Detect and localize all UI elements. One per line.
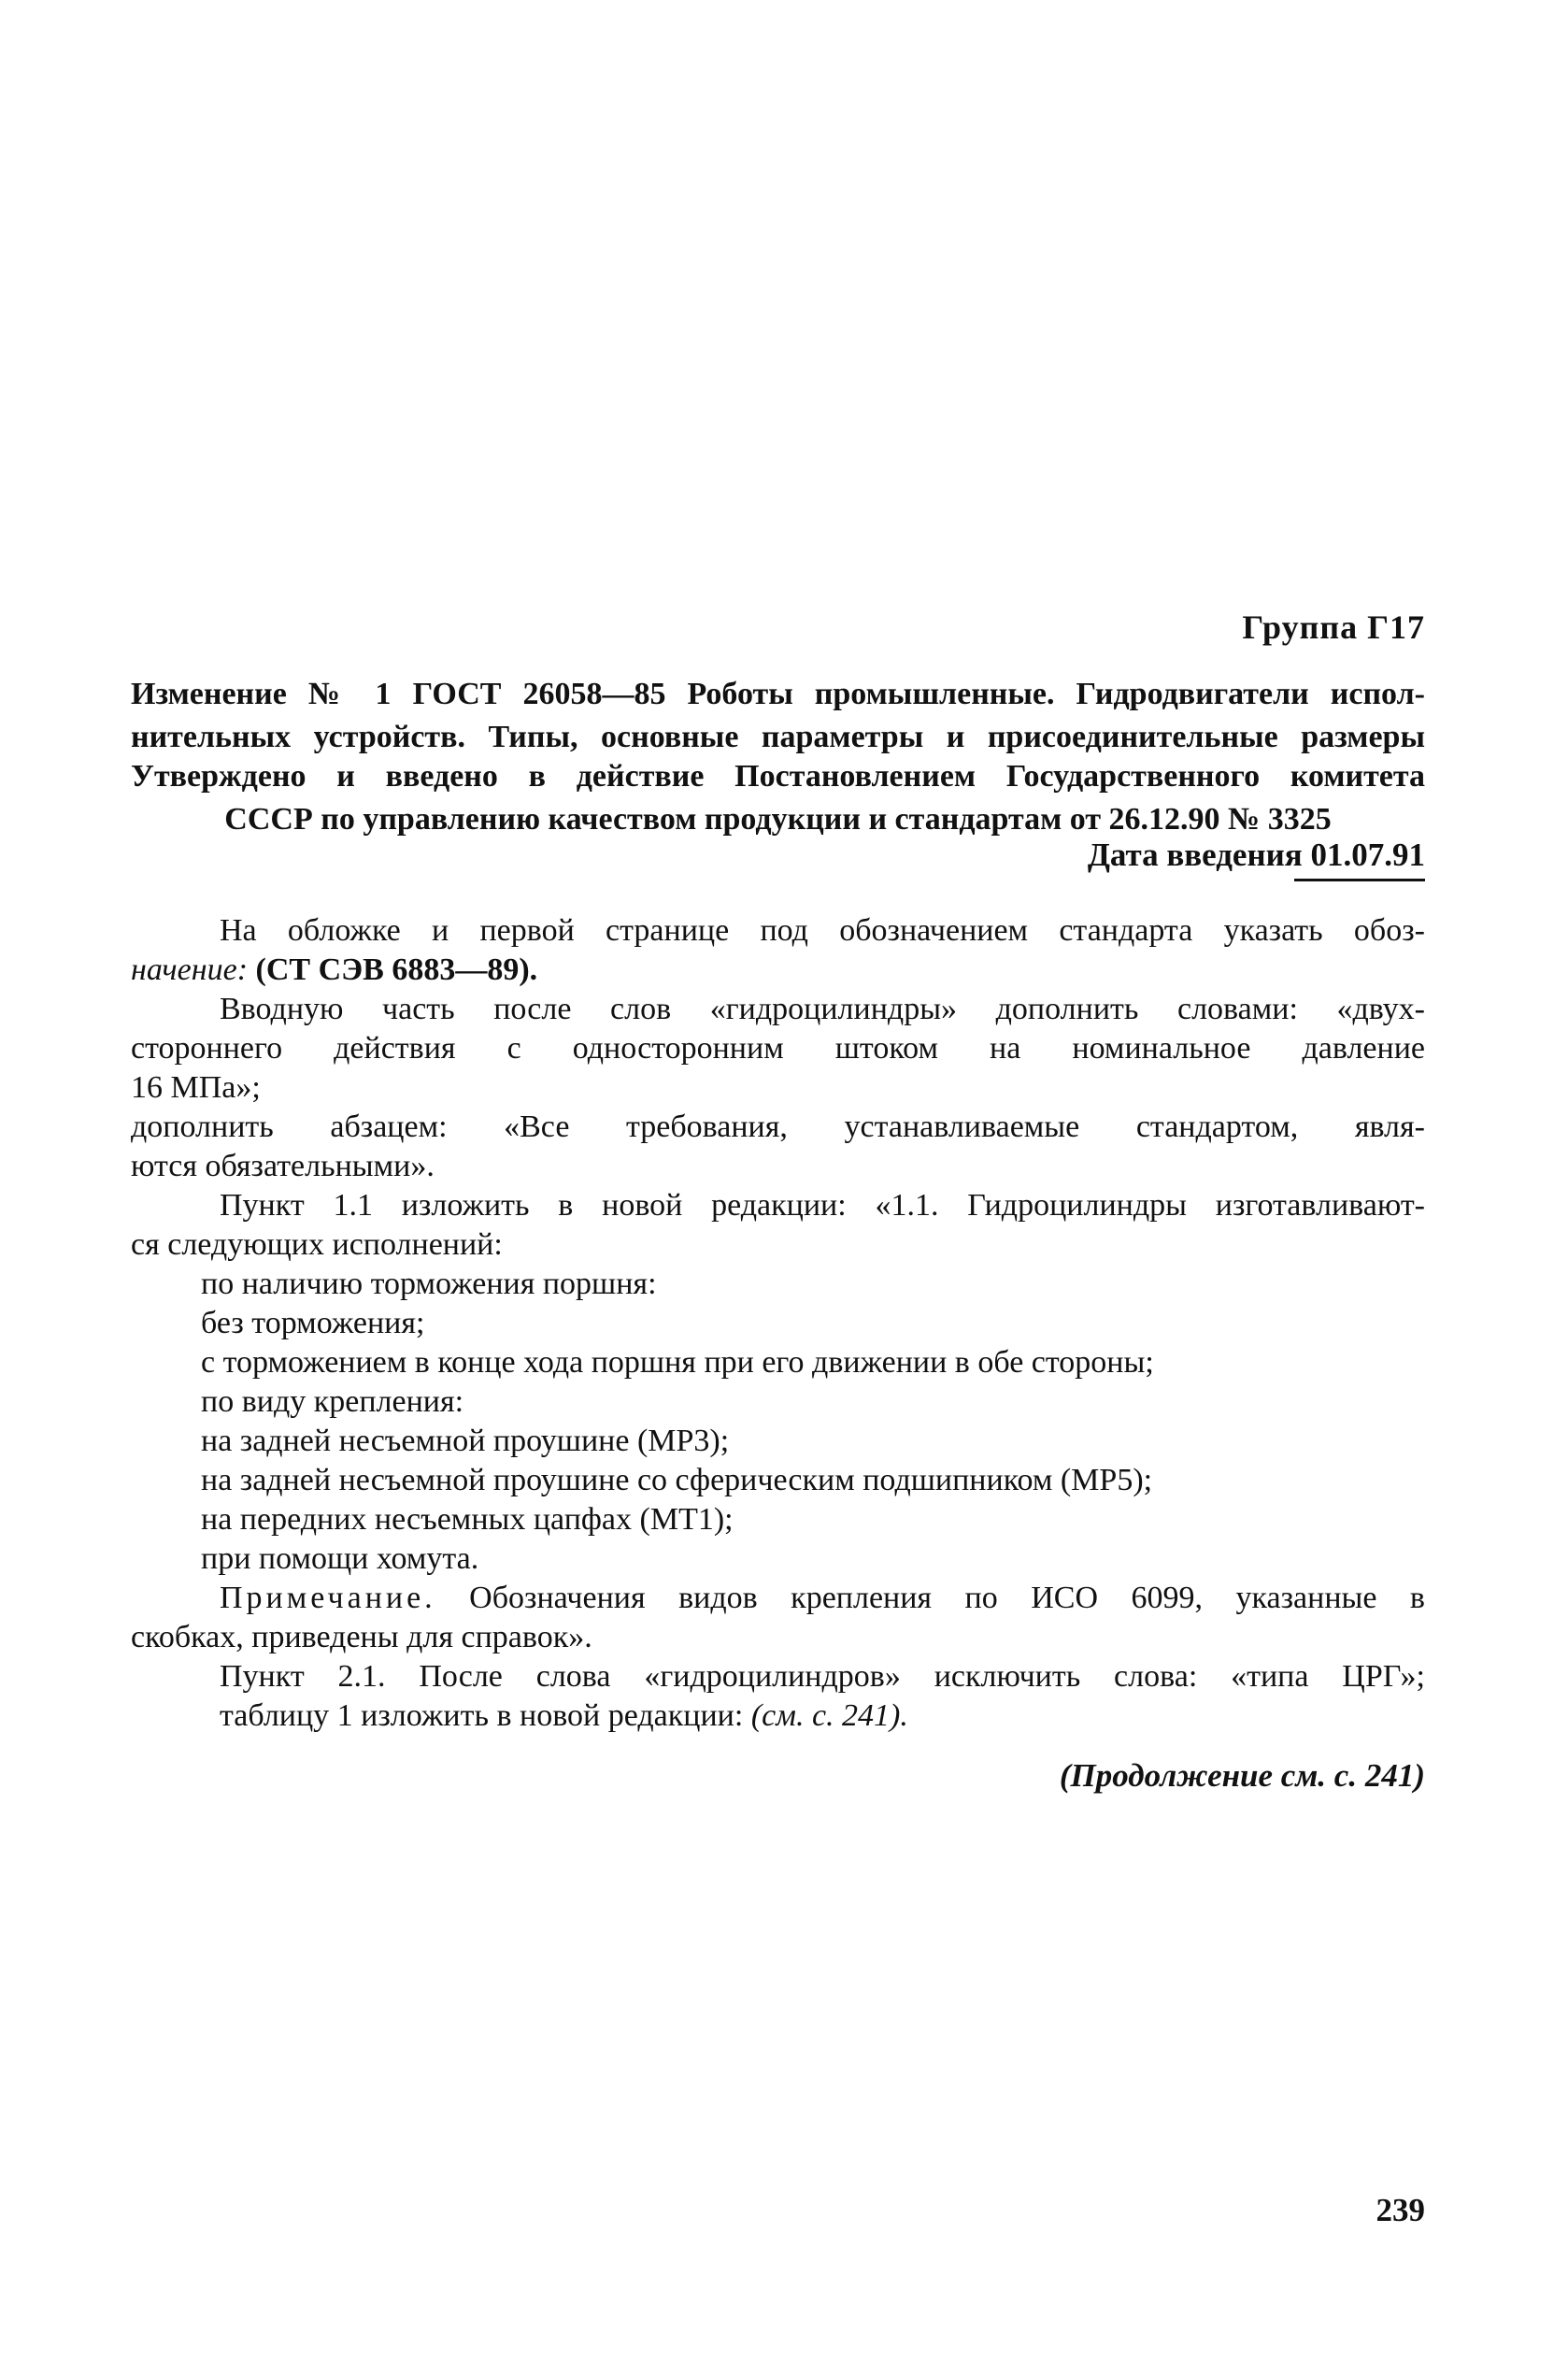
text-span: начение:: [131, 952, 256, 987]
list-item: с торможением в конце хода поршня при его движении в обе стороны;: [201, 1345, 1154, 1380]
text-line: Пункт 1.1 изложить в новой редакции: «1.1. Гидроцилиндры изготавливают-: [220, 1188, 1425, 1223]
paragraph: [131, 990, 1425, 1108]
text-line: скобках, приведены для справок».: [131, 1620, 592, 1654]
text-line: [131, 1579, 1425, 1618]
continuation-note: (Продолжение см. с. 241): [1059, 1757, 1425, 1794]
approval-statement: [131, 755, 1425, 841]
paragraph: [131, 1696, 1425, 1736]
list-item: по наличию торможения поршня:: [201, 1267, 657, 1301]
variant-list: [131, 1265, 1425, 1579]
text-line: ся следующих исполнений:: [131, 1227, 503, 1262]
page-reference: (см. с. 241).: [750, 1698, 908, 1733]
text-line: [131, 1696, 1425, 1736]
list-item: по виду крепления:: [201, 1384, 464, 1419]
page-number: 239: [1376, 2192, 1425, 2228]
approval-line: Утверждено и введено в действие Постановлением Государственного комитета: [131, 759, 1425, 794]
list-item: без торможения;: [201, 1306, 425, 1340]
paragraph: [131, 1186, 1425, 1265]
approval-line: СССР по управлению качеством продукции и стандартам от 26.12.90 № 3325: [224, 802, 1332, 837]
text-line: ются обязательными».: [131, 1149, 435, 1183]
text-line: [131, 951, 1425, 990]
standard-reference: (СТ СЭВ 6883—89).: [255, 952, 538, 987]
text-line: дополнить абзацем: «Все требования, устанавливаемые стандартом, явля-: [131, 1109, 1425, 1144]
note: [131, 1579, 1425, 1657]
list-item: на задней несъемной проушине со сферическим подшипником (МР5);: [201, 1463, 1153, 1497]
date-underline: [1294, 879, 1425, 881]
group-label: Группа Г17: [1242, 608, 1425, 646]
list-item: при помощи хомута.: [201, 1541, 479, 1576]
paragraph: [131, 1108, 1425, 1186]
paragraph: [131, 1657, 1425, 1696]
text-line: 16 МПа»;: [131, 1070, 261, 1105]
effective-date: [934, 837, 1425, 874]
paragraph: [131, 911, 1425, 990]
text-span: таблицу 1 изложить в новой редакции:: [220, 1698, 751, 1733]
text-line: стороннего действия с односторонним штоком на номинальное давление: [131, 1031, 1425, 1066]
text-line: Вводную часть после слов «гидроцилиндры» дополнить словами: «двух-: [220, 992, 1425, 1026]
title-line: нительных устройств. Типы, основные параметры и присоединительные размеры: [131, 720, 1425, 754]
list-item: на передних несъемных цапфах (МТ1);: [201, 1502, 734, 1537]
document-title: [131, 673, 1425, 759]
list-item: на задней несъемной проушине (МР3);: [201, 1424, 730, 1458]
title-line: Изменение № 1 ГОСТ 26058—85 Роботы промышленные. Гидродвигатели испол-: [131, 677, 1425, 711]
note-label: Примечание.: [220, 1581, 436, 1615]
date-value: 01.07.91: [1310, 837, 1425, 873]
text-line: На обложке и первой странице под обозначением стандарта указать обоз-: [220, 913, 1425, 948]
text-line: Пункт 2.1. После слова «гидроцилиндров» исключить слова: «типа ЦРГ»;: [220, 1659, 1425, 1694]
text-span: Обозначения видов крепления по ИСО 6099, указанные в: [435, 1581, 1425, 1615]
date-label: Дата введения: [1087, 837, 1303, 873]
